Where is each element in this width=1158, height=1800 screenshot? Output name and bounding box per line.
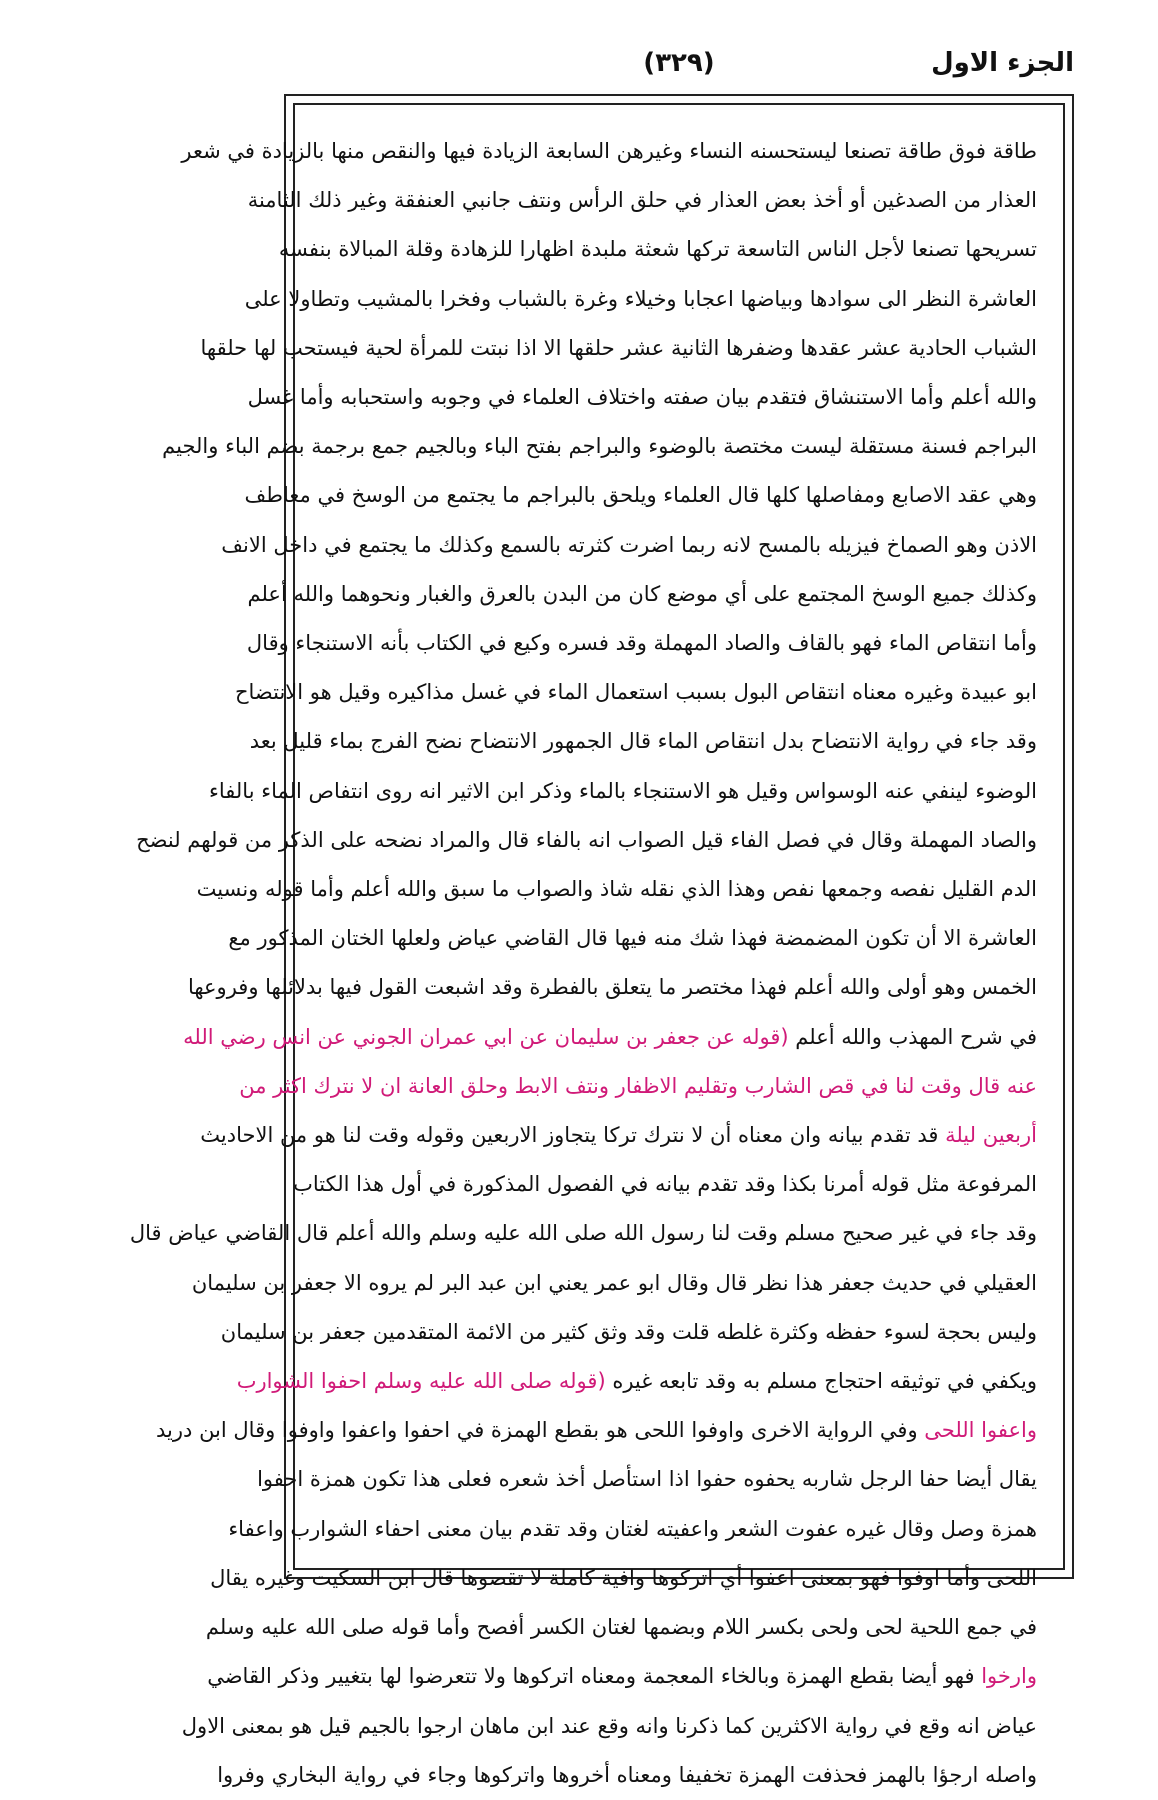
- text-line: [247, 176, 1037, 225]
- text-line: [200, 324, 1037, 373]
- text-segment: العاشرة النظر الى سوادها وبياضها اعجابا وخيلاء وغرة بالشباب وفخرا بالمشيب وتطاولا على: [244, 286, 1037, 311]
- text-segment: في جمع اللحية لحى ولحى بكسر اللام وبضمها لغتان الكسر أفصح وأما قوله صلى الله عليه وسلم: [205, 1615, 1037, 1640]
- text-line: [200, 1111, 1037, 1160]
- text-segment: همزة وصل وقال غيره عفوت الشعر واعفيته لغتان وقد تقدم بيان معنى احفاء الشوارب واعفاء: [228, 1516, 1037, 1541]
- text-line: [228, 1505, 1037, 1554]
- text-segment: في شرح المهذب والله أعلم: [788, 1024, 1037, 1049]
- text-segment: والصاد المهملة وقال في فصل الفاء قيل الصواب انه بالفاء قال والمراد نضحه على الذكر من قولهم لنضح: [136, 827, 1037, 852]
- text-segment: قد تقدم بيانه وان معناه أن لا نترك تركا يتجاوز الاربعين وقوله وقت لنا هو من الاحاديث: [200, 1123, 946, 1148]
- highlighted-text: (قوله صلى الله عليه وسلم احفوا الشوارب: [236, 1369, 606, 1394]
- text-line: [228, 914, 1037, 963]
- text-segment: العذار من الصدغين أو أخذ بعض العذار في حلق الرأس ونتف جانبي العنفقة وغير ذلك الثامنة: [247, 188, 1037, 213]
- text-line: [162, 422, 1037, 471]
- text-line: [278, 225, 1037, 274]
- text-segment: واصله ارجؤا بالهمز فحذفت الهمزة تخفيفا ومعناه أخروها واتركوها وجاء في رواية البخاري وفروا: [217, 1762, 1037, 1787]
- text-segment: الوضوء لينفي عنه الوسواس وقيل هو الاستنجاء بالماء وذكر ابن الاثير انه روى انتفاص الماء بالفاء: [209, 778, 1037, 803]
- text-segment: وقد جاء في رواية الانتضاح بدل انتقاص الماء قال الجمهور الانتضاح نضح الفرج بماء قليل بعد: [249, 729, 1037, 754]
- text-segment: وكذلك جميع الوسخ المجتمع على أي موضع كان من البدن بالعرق والغبار ونحوهما والله أعلم: [247, 581, 1037, 606]
- text-line: [244, 471, 1037, 520]
- text-segment: يقال أيضا حفا الرجل شاربه يحفوه حفوا اذا استأصل أخذ شعره فعلى هذا تكون همزة احفوا: [257, 1467, 1037, 1492]
- text-segment: البراجم فسنة مستقلة ليست مختصة بالوضوء والبراجم بفتح الباء وبالجيم جمع برجمة بضم الباء والجيم: [162, 434, 1037, 459]
- text-segment: وليس بحجة لسوء حفظه وكثرة غلطه قلت وقد وثق كثير من الائمة المتقدمين جعفر بن سليمان: [220, 1319, 1037, 1344]
- text-line: [293, 1160, 1037, 1209]
- text-segment: تسريحها تصنعا لأجل الناس التاسعة تركها شعثة ملبدة اظهارا للزهادة وقلة المبالاة بنفسه: [278, 237, 1037, 262]
- text-segment: الخمس وهو أولى والله أعلم فهذا مختصر ما يتعلق بالفطرة وقد اشبعت القول فيها بدلائلها وفروعها: [187, 975, 1037, 1000]
- text-line: [181, 127, 1037, 176]
- text-segment: ابو عبيدة وغيره معناه انتقاص البول بسبب استعمال الماء في غسل مذاكيره وقيل هو الانتضاح: [234, 680, 1037, 705]
- text-line: [209, 767, 1037, 816]
- text-line: [246, 619, 1037, 668]
- highlighted-text: عنه قال وقت لنا في قص الشارب وتقليم الاظفار ونتف الابط وحلق العانة ان لا نترك اكثر من: [239, 1073, 1037, 1098]
- body-text: [129, 127, 1037, 1787]
- text-line: [217, 1751, 1037, 1800]
- part-title: الجزء الاول: [931, 48, 1074, 78]
- highlighted-text: وارخوا: [981, 1664, 1037, 1689]
- text-segment: طاقة فوق طاقة تصنعا ليستحسنه النساء وغيرهن السابعة الزيادة فيها والنقص منها بالزيادة في شعر: [181, 139, 1037, 163]
- text-line: [249, 717, 1037, 766]
- text-segment: العاشرة الا أن تكون المضمضة فهذا شك منه فيها قال القاضي عياض ولعلها الختان المذكور مع: [228, 926, 1037, 951]
- text-line: [156, 1406, 1037, 1455]
- page-header: [284, 48, 1074, 88]
- text-segment: فهو أيضا بقطع الهمزة وبالخاء المعجمة ومعناه اتركوها ولا تتعرضوا لها بتغيير وذكر القاضي: [207, 1664, 982, 1689]
- text-line: [234, 668, 1037, 717]
- text-line: [247, 570, 1037, 619]
- page-frame: [129, 94, 1074, 1787]
- text-line: [220, 1308, 1037, 1357]
- text-line: [196, 865, 1037, 914]
- text-line: [205, 1603, 1037, 1652]
- text-segment: وقد جاء في غير صحيح مسلم وقت لنا رسول الله صلى الله عليه وسلم والله أعلم قال القاضي عياض قال: [129, 1221, 1037, 1246]
- page-frame-inner: [129, 103, 1065, 1787]
- text-segment: الدم القليل نفصه وجمعها نفص وهذا الذي نقله شاذ والصواب ما سبق والله أعلم وأما قوله ونسيت: [196, 877, 1037, 902]
- text-line: [244, 275, 1037, 324]
- text-segment: وهي عقد الاصابع ومفاصلها كلها قال العلماء ويلحق بالبراجم ما يجتمع من الوسخ في معاطف: [244, 483, 1037, 508]
- text-segment: العقيلي في حديث جعفر هذا نظر قال وقال ابو عمر يعني ابن عبد البر لم يروه الا جعفر بن سليمان: [191, 1270, 1037, 1295]
- text-segment: اللحى وأما اوفوا فهو بمعنى اعفوا أي اتركوها وافية كاملة لا تقصوها قال ابن السكيت وغيره يقال: [210, 1565, 1037, 1590]
- text-line: [136, 816, 1037, 865]
- text-segment: ويكفي في توثيقه احتجاج مسلم به وقد تابعه غيره: [605, 1369, 1037, 1394]
- text-segment: وأما انتقاص الماء فهو بالقاف والصاد المهملة وقد فسره وكيع في الكتاب بأنه الاستنجاء وقال: [246, 631, 1037, 656]
- text-segment: الشباب الحادية عشر عقدها وضفرها الثانية عشر حلقها الا اذا نبتت للمرأة لحية فيستحب لها حلقها: [200, 335, 1037, 360]
- text-line: [247, 373, 1037, 422]
- text-line: [239, 1062, 1037, 1111]
- text-line: [129, 1209, 1037, 1258]
- text-line: [187, 963, 1037, 1012]
- highlighted-text: (قوله عن جعفر بن سليمان عن ابي عمران الجوني عن انس رضي الله: [183, 1024, 789, 1049]
- text-segment: والله أعلم وأما الاستنشاق فتقدم بيان صفته واختلاف العلماء في وجوبه واستحبابه وأما غسل: [247, 385, 1037, 410]
- text-segment: عياض انه وقع في رواية الاكثرين كما ذكرنا وانه وقع عند ابن ماهان ارجوا بالجيم قيل هو بمعنى الاول: [181, 1713, 1037, 1738]
- text-segment: وفي الرواية الاخرى واوفوا اللحى هو بقطع الهمزة في احفوا واعفوا واوفوا وقال ابن دريد: [156, 1418, 925, 1443]
- highlighted-text: واعفوا اللحى: [924, 1418, 1037, 1443]
- text-line: [257, 1455, 1037, 1504]
- text-line: [181, 1702, 1037, 1751]
- text-line: [210, 1554, 1037, 1603]
- text-segment: الاذن وهو الصماخ فيزيله بالمسح لانه ربما اضرت كثرته بالسمع وكذلك ما يجتمع في داخل الانف: [221, 532, 1037, 557]
- text-line: [221, 521, 1037, 570]
- page-number: (٣٢٩): [643, 48, 715, 78]
- text-line: [191, 1259, 1037, 1308]
- text-line: [236, 1357, 1037, 1406]
- text-segment: المرفوعة مثل قوله أمرنا بكذا وقد تقدم بيانه في الفصول المذكورة في أول هذا الكتاب: [293, 1172, 1037, 1197]
- text-line: [207, 1652, 1037, 1701]
- text-line: [183, 1013, 1037, 1062]
- highlighted-text: أربعين ليلة: [945, 1123, 1037, 1148]
